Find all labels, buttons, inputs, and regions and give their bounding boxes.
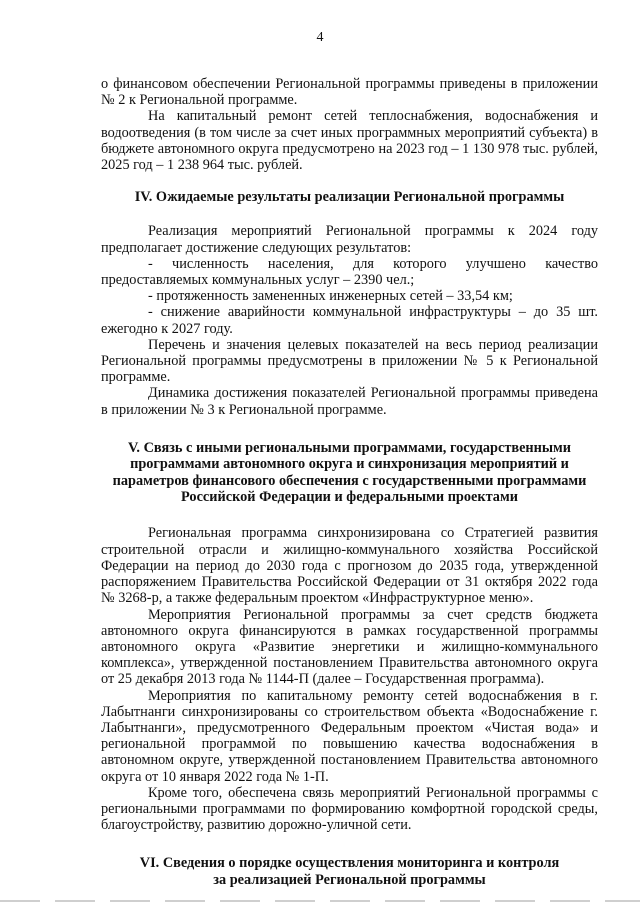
heading-line: V. Связь с иными региональными программами, государственными [127, 439, 572, 456]
scan-edge-artifact [0, 900, 640, 902]
list-item: - численность населения, для которого улучшено качество предоставляемых коммунальных услуг – 2390 чел.; [101, 255, 598, 289]
heading-line: VI. Сведения о порядке осуществления мониторинга и контроля [139, 855, 560, 872]
section-heading-vi [101, 855, 598, 888]
heading-line: за реализацией Региональной программы [213, 871, 486, 888]
paragraph: На капитальный ремонт сетей теплоснабжения, водоснабжения и водоотведения (в том числе за счет иных программных мероприятий субъекта) в бюджете автономного округа предусмотрено на 2023 год – 1 130 978 тыс. рублей, 2025 год – 1 238 964 тыс. рублей. [101, 108, 598, 174]
list-item: - протяженность замененных инженерных сетей – 33,54 км; [148, 288, 513, 305]
page-number: 4 [316, 30, 324, 45]
list-item: - снижение аварийности коммунальной инфраструктуры – до 35 шт. ежегодно к 2027 году. [101, 304, 598, 337]
heading-line: программами автономного округа и синхронизация мероприятий и [130, 456, 569, 473]
paragraph: Региональная программа синхронизирована со Стратегией развития строительной отрасли и жилищно-коммунального хозяйства Российской Федерации на период до 2030 года с прогнозом до 2035 года, утвержденной распоряжением Правительства Российской Федерации от 31 октября 2022 года № 3268-р, а также федеральным проектом «Инфраструктурное меню». [101, 525, 598, 607]
heading-line: Российской Федерации и федеральными проектами [181, 489, 518, 506]
paragraph: Реализация мероприятий Региональной программы к 2024 году предполагает достижение следующих результатов: [101, 223, 598, 256]
paragraph: Кроме того, обеспечена связь мероприятий Региональной программы с региональными программами по формированию комфортной городской среды, благоустройству, развитию дорожно-уличной сети. [101, 784, 598, 834]
paragraph: Перечень и значения целевых показателей на весь период реализации Региональной программы предусмотрены в приложении № 5 к Региональной программе. [101, 336, 598, 386]
section-heading-iv: IV. Ожидаемые результаты реализации Региональной программы [134, 189, 565, 206]
section-heading-v [101, 440, 598, 506]
paragraph: Мероприятия Региональной программы за счет средств бюджета автономного округа финансируются в рамках государственной программы автономного округа «Развитие энергетики и жилищно-коммунального комплекса», утвержденной постановлением Правительства автономного округа от 25 декабря 2013 года № 1144-П (далее – Государственная программа). [101, 606, 598, 688]
heading-line: параметров финансового обеспечения с государственными программами [112, 472, 587, 489]
paragraph: Мероприятия по капитальному ремонту сетей водоснабжения в г. Лабытнанги синхронизированы со строительством объекта «Водоснабжение г. Лабытнанги», предусмотренного Федеральным проектом «Чистая вода» и региональной программой по повышению качества водоснабжения в автономном округе, утвержденной постановлением Правительства автономного округа от 10 января 2022 года № 1-П. [101, 687, 598, 785]
paragraph: Динамика достижения показателей Региональной программы приведена в приложении № 3 к Региональной программе. [101, 385, 598, 418]
paragraph: о финансовом обеспечении Региональной программы приведены в приложении № 2 к Региональной программе. [101, 76, 598, 109]
document-body [101, 76, 598, 888]
